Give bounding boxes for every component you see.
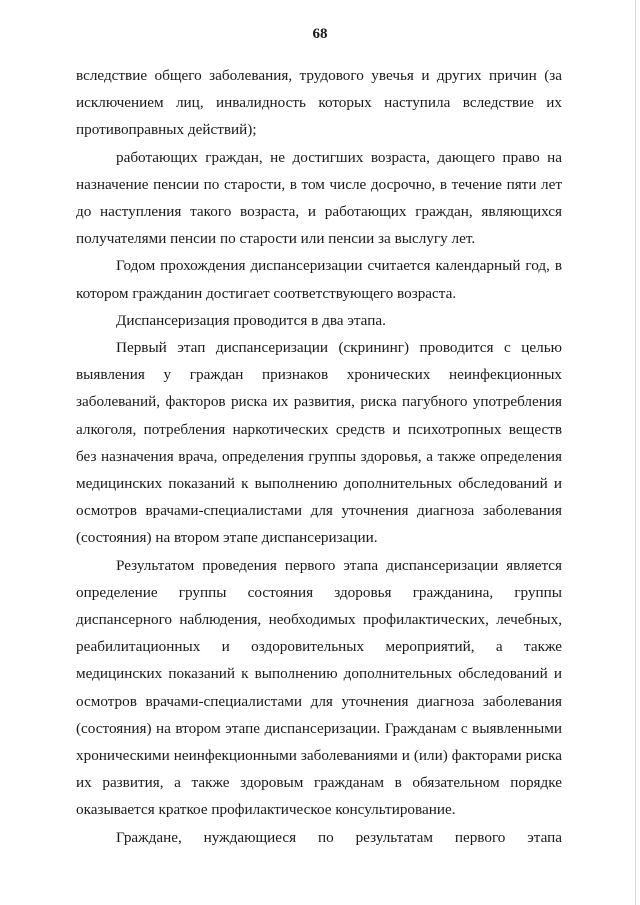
paragraph-5: Первый этап диспансеризации (скрининг) проводится с целью выявления у граждан признаков хронических неинфекционных заболеваний, факторов риска их развития, риска пагубного употребления алкоголя, потребления наркотических средств и психотропных веществ без назначения врача, определения группы здоровья, а также определения медицинских показаний к выполнению дополнительных обследований и осмотров врачами-специалистами для уточнения диагноза заболевания (состояния) на втором этапе диспансеризации. bbox=[76, 339, 562, 547]
paragraph-1: вследствие общего заболевания, трудового увечья и других причин (за исключением лиц, инвалидность которых наступила вследствие их противоправных действий); bbox=[76, 67, 562, 139]
paragraph-2: работающих граждан, не достигших возраста, дающего право на назначение пенсии по старости, в том числе досрочно, в течение пяти лет до наступления такого возраста, и работающих граждан, являющихся получателями пенсии по старости или пенсии за выслугу лет. bbox=[76, 148, 562, 248]
paragraph-6: Результатом проведения первого этапа диспансеризации является определение группы состояния здоровья гражданина, группы диспансерного наблюдения, необходимых профилактических, лечебных, реабилитационных и оздоровительных мероприятий, а также медицинских показаний к выполнению дополнительных обследований и осмотров врачами-специалистами для уточнения диагноза заболевания (состояния) на втором этапе диспансеризации. Гражданам с выявленными хроническими неинфекционными заболеваниями и (или) факторами риска их развития, а также здоровым гражданам в обязательном порядке оказывается краткое профилактическое консультирование. bbox=[76, 556, 562, 819]
paragraph-3: Годом прохождения диспансеризации считается календарный год, в котором гражданин достигает соответствующего возраста. bbox=[76, 257, 562, 302]
paragraph-7: Граждане, нуждающиеся по результатам первого этапа bbox=[116, 828, 562, 846]
document-body bbox=[76, 62, 562, 851]
page-number: 68 bbox=[312, 26, 328, 42]
paragraph-4: Диспансеризация проводится в два этапа. bbox=[116, 311, 386, 329]
page-edge-line bbox=[635, 0, 636, 905]
